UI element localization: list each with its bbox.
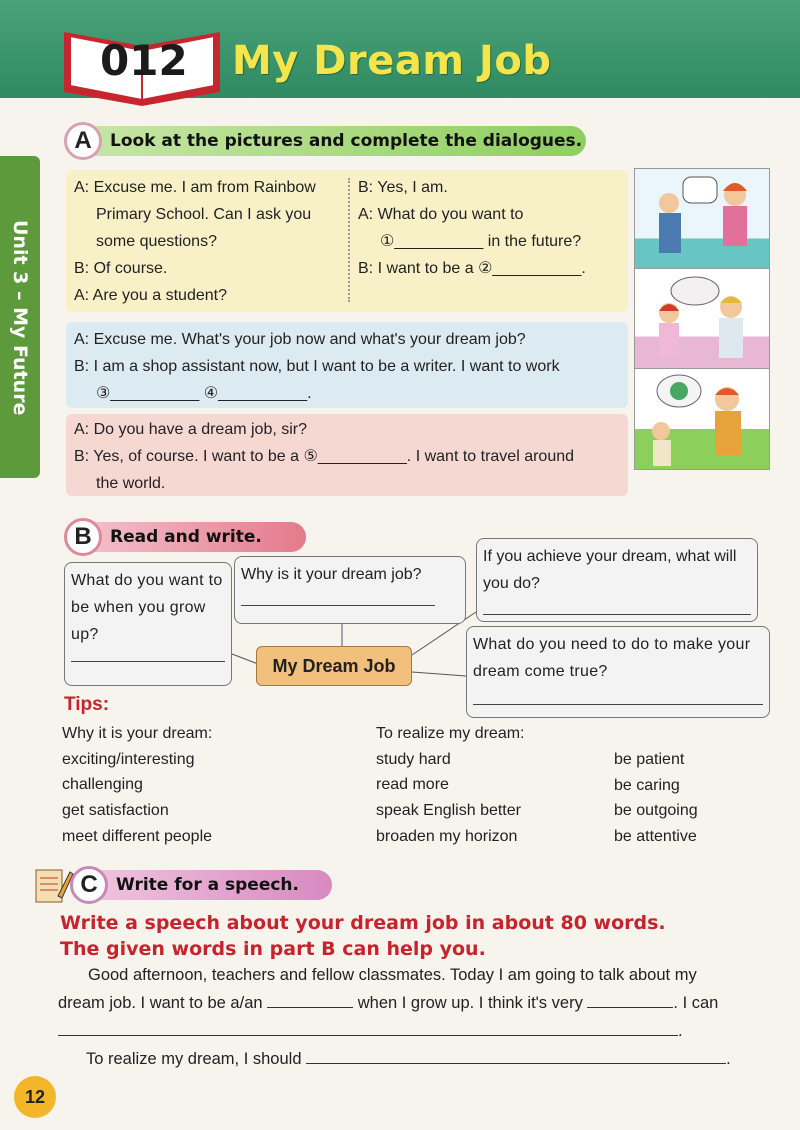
answer-blank[interactable] (587, 994, 673, 1008)
section-instruction: Write for a speech. (116, 875, 299, 895)
tips-column-2 (376, 721, 525, 850)
speech-line: To realize my dream, I should . (86, 1050, 731, 1068)
dialogue-line: A: Excuse me. What's your job now and what's your dream job? (74, 331, 526, 348)
speech-line: Good afternoon, teachers and fellow classmates. Today I am going to talk about my (88, 966, 697, 984)
question-text: If you achieve your dream, what will you do? (483, 548, 737, 592)
mind-map-question-4 (466, 626, 770, 718)
mind-map-question-2 (234, 556, 466, 624)
tips-title: Tips: (64, 694, 110, 715)
tip-item: get satisfaction (62, 802, 169, 820)
side-tab-label: Unit 3 – My Future (9, 220, 31, 416)
dialogue-line: Primary School. Can I ask you (96, 206, 312, 223)
dialogue-line: B: Of course. (74, 260, 168, 277)
unit-number: 012 (100, 36, 188, 85)
writing-task (60, 910, 666, 962)
page-number: 12 (14, 1076, 56, 1118)
answer-line[interactable] (473, 691, 763, 705)
dialogue-blank-line[interactable]: B: Yes, of course. I want to be a ⑤__________. I want to travel around (74, 448, 575, 465)
task-line: Write a speech about your dream job in about 80 words. (60, 912, 666, 934)
section-instruction: Read and write. (110, 527, 262, 547)
tip-item: exciting/interesting (62, 750, 195, 768)
dialogue-line: some questions? (96, 233, 217, 250)
section-letter: A (64, 122, 102, 160)
section-letter: B (64, 518, 102, 556)
dialogue-line: B: Yes, I am. (358, 179, 448, 196)
tip-item: meet different people (62, 827, 213, 845)
answer-line[interactable] (241, 592, 435, 606)
dialogue-blank-line[interactable]: ①__________ in the future? (380, 233, 582, 250)
answer-line[interactable] (71, 648, 225, 662)
answer-blank[interactable] (267, 994, 353, 1008)
speech-text: To realize my dream, I should (86, 1050, 302, 1068)
dialogue-line: the world. (96, 475, 166, 492)
mind-map-center: My Dream Job (256, 646, 412, 686)
section-letter: C (70, 866, 108, 904)
section-c-banner (76, 870, 332, 900)
tip-item: speak English better (376, 802, 521, 820)
dialogue-line: A: Do you have a dream job, sir? (74, 421, 308, 438)
question-text: What do you need to do to make your dream come true? (473, 636, 751, 680)
speech-template (58, 961, 774, 1073)
tip-item: To realize my dream: (376, 725, 525, 742)
tips-column-3 (614, 747, 698, 850)
dialogue-line: B: I am a shop assistant now, but I want to be a writer. I want to work (74, 358, 560, 375)
tips-column-1 (62, 721, 212, 850)
page-title: My Dream Job (232, 38, 552, 84)
tip-item: be patient (614, 751, 685, 768)
tip-item: read more (376, 776, 449, 794)
question-text: What do you want to be when you grow up? (71, 572, 223, 643)
speech-text: dream job. I want to be a/an (58, 994, 263, 1012)
task-line: The given words in part B can help you. (60, 938, 486, 960)
dialogue-blank-line[interactable]: B: I want to be a ②__________. (358, 260, 586, 277)
mind-map-question-3 (476, 538, 758, 622)
question-text: Why is it your dream job? (241, 566, 422, 583)
tip-item: be outgoing (614, 802, 698, 820)
dialogue-line: A: Are you a student? (74, 287, 227, 304)
tip-item: challenging (62, 776, 143, 794)
tip-item: broaden my horizon (376, 827, 518, 845)
tip-item: Why it is your dream: (62, 725, 213, 742)
dialogue-line: A: Excuse me. I am from Rainbow (74, 179, 316, 196)
section-instruction: Look at the pictures and complete the dialogues. (110, 131, 583, 151)
answer-line[interactable] (483, 601, 751, 615)
tip-item: be caring (614, 776, 680, 794)
tip-item: study hard (376, 750, 451, 768)
answer-blank[interactable] (306, 1050, 726, 1064)
speech-text: . I can (673, 994, 719, 1012)
speech-line (58, 989, 774, 1017)
speech-line: . (58, 1017, 774, 1045)
notebook-pencil-icon (34, 866, 74, 906)
dialogue-blank-line[interactable]: ③__________ ④__________. (96, 385, 312, 402)
speech-text: when I grow up. I think it's very (357, 994, 583, 1012)
dialogue-line: A: What do you want to (358, 206, 524, 223)
mind-map-question-1 (64, 562, 232, 686)
answer-blank[interactable] (58, 1022, 678, 1036)
tip-item: be attentive (614, 828, 697, 846)
